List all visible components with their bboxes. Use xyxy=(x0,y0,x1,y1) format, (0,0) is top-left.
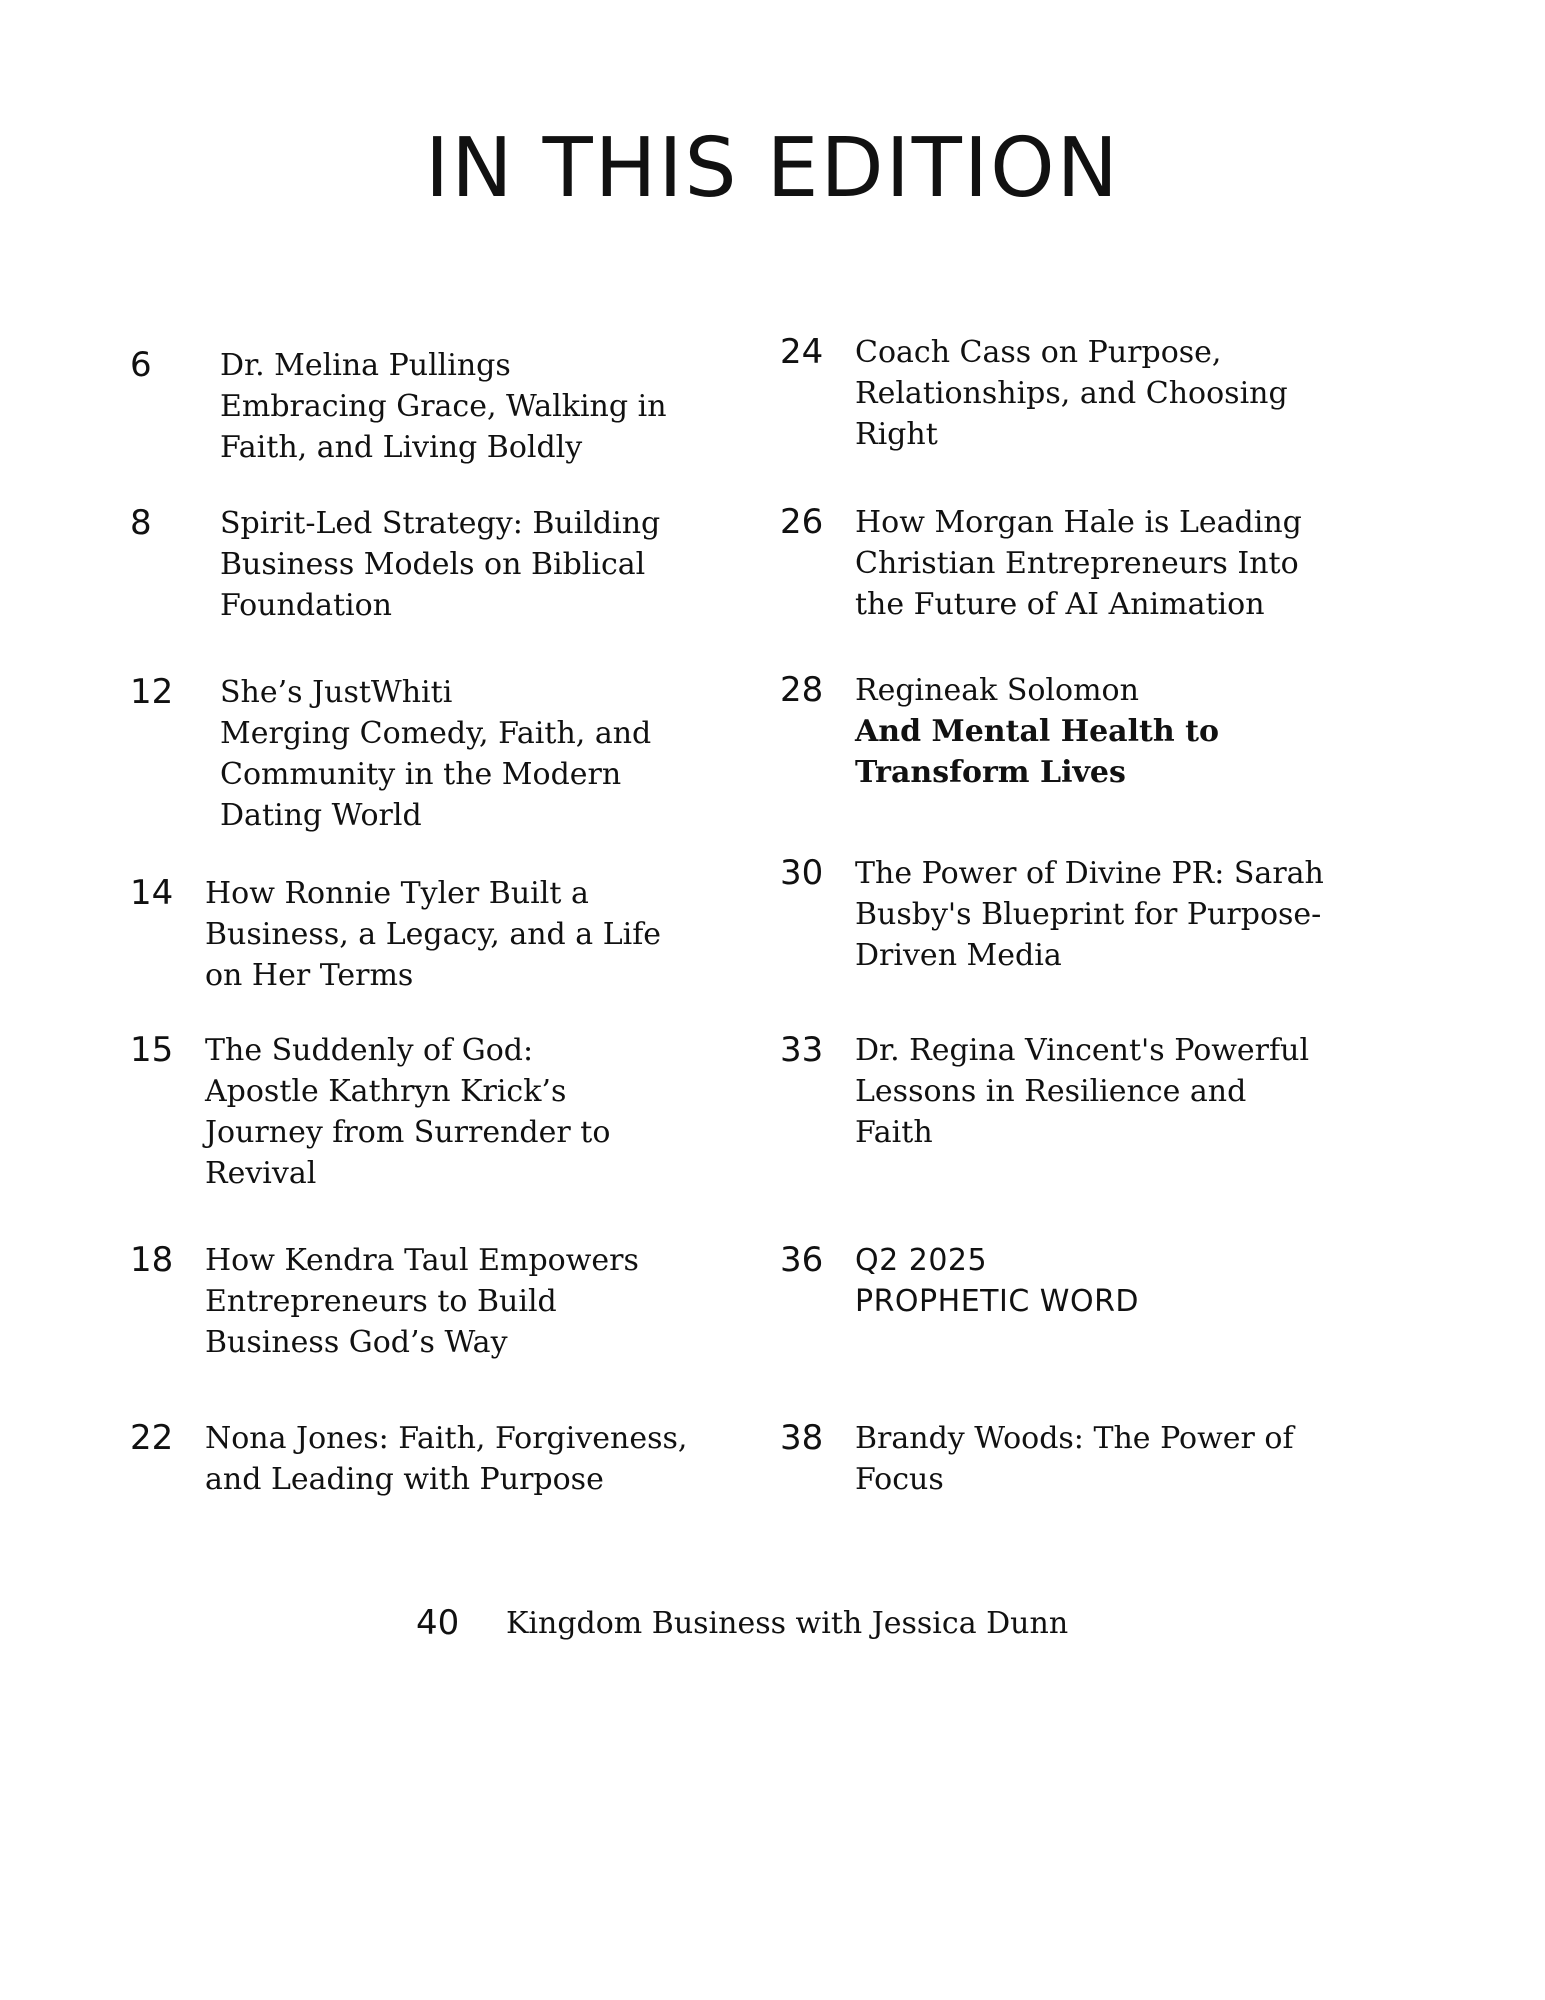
page-number: 12 xyxy=(130,672,174,712)
entry-title: How Kendra Taul Empowers Entrepreneurs to Build Business God’s Way xyxy=(205,1243,639,1360)
entry-title: Dr. Regina Vincent's Powerful Lessons in Resilience and Faith xyxy=(855,1033,1310,1150)
entry-title: How Ronnie Tyler Built a Business, a Legacy, and a Life on Her Terms xyxy=(205,876,662,993)
page-number: 18 xyxy=(130,1240,174,1280)
entry-title: Brandy Woods: The Power of Focus xyxy=(855,1421,1294,1497)
entry-title: The Suddenly of God: Apostle Kathryn Krick’s Journey from Surrender to Revival xyxy=(205,1033,611,1191)
entry-title: Spirit-Led Strategy: Building Business Models on Biblical Foundation xyxy=(220,506,661,623)
page-number: 22 xyxy=(130,1418,174,1458)
page-number: 6 xyxy=(130,345,152,385)
entry-title: How Morgan Hale is Leading Christian Entrepreneurs Into the Future of AI Animation xyxy=(855,505,1302,622)
entry-title: Q2 2025 PROPHETIC WORD xyxy=(855,1243,1140,1319)
entry-title: She’s JustWhiti Merging Comedy, Faith, and Community in the Modern Dating World xyxy=(220,675,652,833)
page-number: 26 xyxy=(780,502,824,542)
entry-title: The Power of Divine PR: Sarah Busby's Blueprint for Purpose- Driven Media xyxy=(855,856,1324,973)
page-number: 33 xyxy=(780,1030,824,1070)
entry-title: Nona Jones: Faith, Forgiveness, and Leading with Purpose xyxy=(205,1421,688,1497)
page-number: 38 xyxy=(780,1418,824,1458)
entry-title: Regineak Solomon And Mental Health to Transform Lives xyxy=(855,673,1219,790)
page-number: 30 xyxy=(780,853,824,893)
page-number: 14 xyxy=(130,873,174,913)
page-number: 15 xyxy=(130,1030,174,1070)
page-number: 40 xyxy=(416,1603,460,1643)
page-number: 8 xyxy=(130,503,152,543)
entry-title: Coach Cass on Purpose, Relationships, and Choosing Right xyxy=(855,335,1288,452)
page-number: 28 xyxy=(780,670,824,710)
page-number: 36 xyxy=(780,1240,824,1280)
page-number: 24 xyxy=(780,332,824,372)
entry-title: Kingdom Business with Jessica Dunn xyxy=(506,1606,1069,1641)
page-title: IN THIS EDITION xyxy=(425,121,1120,216)
entry-title: Dr. Melina Pullings Embracing Grace, Walking in Faith, and Living Boldly xyxy=(220,348,667,465)
